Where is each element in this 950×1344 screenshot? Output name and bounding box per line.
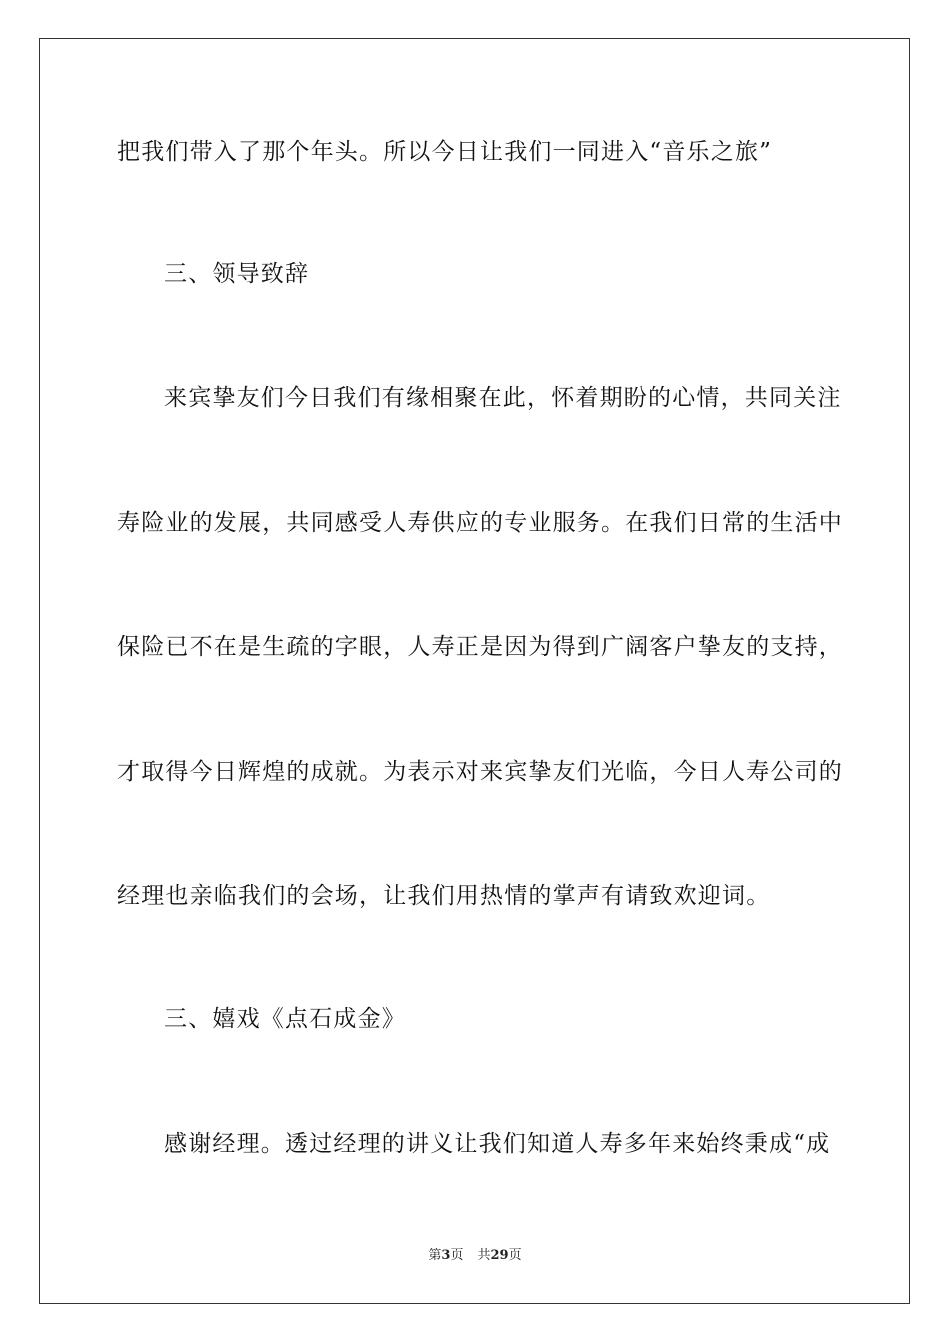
total-suffix: 页 [508, 1248, 522, 1263]
body-line-5: 才取得今日辉煌的成就。为表示对来宾挚友们光临，今日人寿公司的 [117, 759, 843, 785]
body-line-6: 经理也亲临我们的会场，让我们用热情的掌声有请致欢迎词。 [117, 883, 771, 909]
total-pages: 29 [490, 1248, 509, 1263]
page-prefix: 第 [428, 1248, 442, 1263]
body-line-1: 把我们带入了那个年头。所以今日让我们一同进入“音乐之旅” [117, 139, 773, 165]
body-line-2: 来宾挚友们今日我们有缘相聚在此，怀着期盼的心情，共同关注 [164, 385, 842, 411]
body-line-7: 感谢经理。透过经理的讲义让我们知道人寿多年来始终秉成“成 [164, 1131, 831, 1157]
total-prefix: 共 [477, 1248, 491, 1263]
section-heading-game: 三、嬉戏《点石成金》 [164, 1006, 406, 1032]
page-footer [0, 1247, 950, 1265]
body-line-4: 保险已不在是生疏的字眼，人寿正是因为得到广阔客户挚友的支持， [117, 634, 843, 660]
page-number: 3 [441, 1248, 451, 1263]
page-border [39, 38, 910, 1304]
body-line-3: 寿险业的发展，共同感受人寿供应的专业服务。在我们日常的生活中 [117, 510, 843, 536]
section-heading-leader-speech: 三、领导致辞 [164, 261, 310, 287]
page-suffix: 页 [450, 1248, 464, 1263]
